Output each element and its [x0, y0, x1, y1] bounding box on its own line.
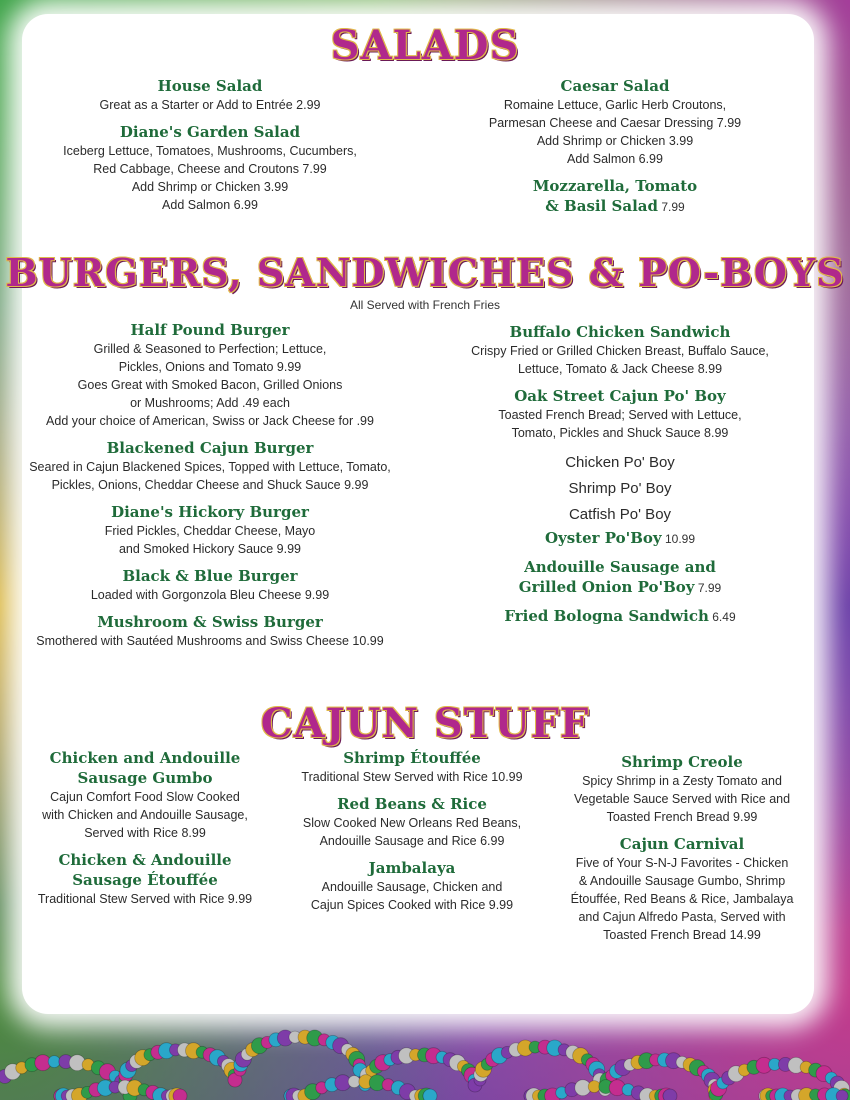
burgers-subtitle: All Served with French Fries — [349, 298, 501, 312]
bead — [836, 1090, 848, 1100]
menu-item — [40, 122, 380, 214]
menu-item — [462, 528, 778, 549]
menu-item-description: Traditional Stew Served with Rice 10.99 — [301, 770, 523, 784]
cajun-middle-column — [292, 748, 532, 922]
menu-item — [562, 834, 802, 944]
menu-item-price: 10.99 — [661, 532, 696, 546]
menu-item-description: Crispy Fried or Grilled Chicken Breast, Buffalo Sauce, Lettuce, Tomato & Jack Cheese 8.99 — [471, 344, 769, 376]
menu-item-price: 7.99 — [657, 200, 685, 214]
menu-item-name: Black & Blue Burger — [122, 567, 298, 585]
menu-item-description: Andouille Sausage, Chicken and Cajun Spices Cooked with Rice 9.99 — [310, 880, 514, 912]
menu-item-description: Spicy Shrimp in a Zesty Tomato and Vegetable Sauce Served with Rice and Toasted French Bread 9.99 — [573, 774, 791, 824]
menu-item-price: 6.49 — [708, 610, 736, 624]
menu-item-name: Chicken and Andouille Sausage Gumbo — [49, 749, 241, 787]
salads-heading: SALADS — [330, 22, 520, 69]
menu-item-name: Oak Street Cajun Po' Boy — [514, 387, 726, 405]
cajun-heading: CAJUN STUFF — [260, 700, 590, 747]
menu-item — [462, 386, 778, 442]
menu-item — [470, 176, 760, 217]
menu-item-description: Slow Cooked New Orleans Red Beans, Andouille Sausage and Rice 6.99 — [302, 816, 522, 848]
menu-item-name: Shrimp Creole — [621, 753, 743, 771]
menu-item — [462, 476, 778, 502]
menu-item — [562, 752, 802, 826]
menu-item-description: Smothered with Sautéed Mushrooms and Swiss Cheese 10.99 — [36, 634, 384, 648]
menu-item — [462, 606, 778, 627]
bead — [423, 1089, 437, 1100]
menu-item-name: Oyster Po'Boy 10.99 — [544, 529, 696, 547]
menu-item-name: Shrimp Po' Boy — [568, 480, 672, 497]
menu-item-description: Toasted French Bread; Served with Lettuce, Tomato, Pickles and Shuck Sauce 8.99 — [498, 408, 742, 440]
menu-item — [40, 76, 380, 114]
menu-item-name: Red Beans & Rice — [337, 795, 487, 813]
menu-item — [24, 438, 396, 494]
menu-item-name: Blackened Cajun Burger — [106, 439, 314, 457]
menu-item — [24, 320, 396, 430]
menu-item-name: Jambalaya — [368, 859, 456, 877]
menu-item — [462, 322, 778, 378]
menu-item — [24, 502, 396, 558]
menu-item-name: Catfish Po' Boy — [568, 506, 672, 523]
menu-item-description: Five of Your S-N-J Favorites - Chicken & Andouille Sausage Gumbo, Shrimp Étouffée, Red Beans & Rice, Jambalaya and Cajun Alfredo Pasta, Served with Toasted French Bread 14.99 — [570, 856, 794, 942]
menu-item-name: Mushroom & Swiss Burger — [97, 613, 323, 631]
menu-item-description: Great as a Starter or Add to Entrée 2.99 — [99, 98, 321, 112]
menu-item-name: Half Pound Burger — [130, 321, 290, 339]
menu-item-name: Andouille Sausage and Grilled Onion Po'Boy 7.99 — [518, 558, 722, 596]
cajun-right-column — [562, 752, 802, 952]
menu-item — [24, 612, 396, 650]
menu-item-description: Grilled & Seasoned to Perfection; Lettuce, Pickles, Onions and Tomato 9.99 Goes Great with Smoked Bacon, Grilled Onions or Mushrooms; Add .49 each Add your choice of American, Swiss or Jack Cheese for .99 — [46, 342, 374, 428]
menu-item — [292, 748, 532, 786]
bead — [48, 1056, 60, 1068]
menu-item — [30, 748, 260, 842]
menu-item-name: Mozzarella, Tomato & Basil Salad 7.99 — [532, 177, 698, 215]
burgers-heading: BURGERS, SANDWICHES & PO-BOYS — [5, 250, 845, 295]
menu-item — [462, 450, 778, 476]
menu-item-name: Caesar Salad — [560, 77, 670, 95]
menu-item-name: Shrimp Étouffée — [343, 749, 481, 767]
menu-item-name: Chicken Po' Boy — [565, 454, 675, 471]
cajun-left-column — [30, 748, 260, 916]
bead — [663, 1089, 677, 1100]
burgers-right-column — [462, 322, 778, 635]
menu-item — [24, 566, 396, 604]
menu-item — [30, 850, 260, 908]
menu-item — [292, 794, 532, 850]
bead — [173, 1089, 187, 1100]
menu-item-description: Cajun Comfort Food Slow Cooked with Chicken and Andouille Sausage, Served with Rice 8.99 — [42, 790, 248, 840]
burgers-left-column — [24, 320, 396, 658]
menu-item — [462, 502, 778, 528]
menu-item-name: Diane's Garden Salad — [119, 123, 301, 141]
menu-item-name: Cajun Carnival — [619, 835, 745, 853]
menu-item-price: 7.99 — [694, 581, 722, 595]
menu-item-name: Diane's Hickory Burger — [111, 503, 309, 521]
menu-item-name: Fried Bologna Sandwich 6.49 — [504, 607, 736, 625]
menu-item-description: Seared in Cajun Blackened Spices, Topped with Lettuce, Tomato, Pickles, Onions, Cheddar Cheese and Shuck Sauce 9.99 — [29, 460, 391, 492]
salads-right-column — [470, 76, 760, 225]
menu-item — [470, 76, 760, 168]
menu-item-description: Traditional Stew Served with Rice 9.99 — [37, 892, 253, 906]
menu-item-description: Romaine Lettuce, Garlic Herb Croutons, Parmesan Cheese and Caesar Dressing 7.99 Add Shrimp or Chicken 3.99 Add Salmon 6.99 — [488, 98, 742, 166]
menu-item-name: Buffalo Chicken Sandwich — [509, 323, 731, 341]
menu-item-description: Fried Pickles, Cheddar Cheese, Mayo and Smoked Hickory Sauce 9.99 — [104, 524, 316, 556]
menu-item-description: Iceberg Lettuce, Tomatoes, Mushrooms, Cucumbers, Red Cabbage, Cheese and Croutons 7.99 Add Shrimp or Chicken 3.99 Add Salmon 6.99 — [63, 144, 357, 212]
menu-item — [462, 557, 778, 598]
salads-left-column — [40, 76, 380, 222]
mardi-gras-beads-decoration — [0, 940, 850, 1100]
menu-item — [292, 858, 532, 914]
menu-item-description: Loaded with Gorgonzola Bleu Cheese 9.99 — [90, 588, 330, 602]
menu-item-name: House Salad — [157, 77, 263, 95]
menu-item-name: Chicken & Andouille Sausage Étouffée — [58, 851, 232, 889]
